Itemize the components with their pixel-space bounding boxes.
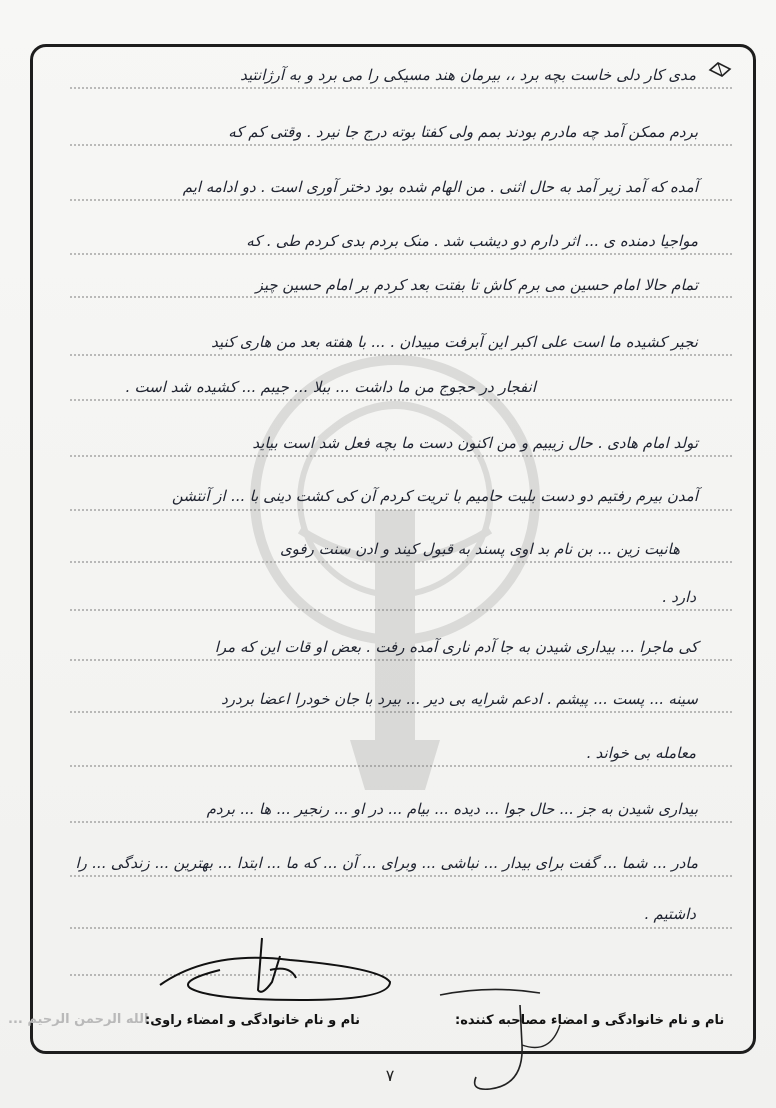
- handwritten-line-11: دارد .: [661, 588, 696, 606]
- handwritten-line-15: بیداری شیدن به جز ... حال جوا ... دیده ... بیام ... در او ... رنجیر ... ها ... بردم: [206, 800, 698, 818]
- handwritten-line-9: آمدن بیرم رفتیم دو دست بلیت حامیم با تریت کردم آن کی کشت دینی با ... از آنتشن: [171, 487, 698, 505]
- interviewer-label: نام و نام خانوادگی و امضاء مصاحبه کننده:: [455, 1013, 725, 1028]
- handwritten-line-2: بردم ممکن آمد چه مادرم بودند بمم ولی کفتا بوته درج جا نیرد . وقتی کم که: [228, 123, 698, 141]
- handwritten-line-7: انفجار در حجوج من ما داشت ... ببلا ... جیبم ... کشیده شد است .: [124, 378, 536, 396]
- handwritten-line-3: آمده که آمد زیر آمد به حال اثنی . من الهام شده بود دختر آوری است . دو ادامه ایم: [182, 178, 698, 196]
- handwritten-line-4: مواجیا دمنده ی ... اثر دارم دو دیشب شد . منک بردم بدی کردم طی . که: [246, 232, 698, 250]
- signature-icon: [150, 930, 410, 1010]
- handwritten-line-6: نجیر کشیده ما است علی اکبر این آبرفت مییدان . ... با هفته بعد من هاری کنید: [211, 333, 698, 351]
- handwritten-line-16: مادر ... شما ... گفت برای بیدار ... نباشی ... وبرای ... آن ... که ما ... ابتدا ... بهترین ... زندگی ... را: [75, 854, 698, 872]
- handwritten-line-17: داشتیم .: [644, 905, 696, 923]
- narrator-label: نام و نام خانوادگی و امضاء راوی:: [145, 1013, 360, 1028]
- interviewer-signature-icon: [430, 985, 580, 1095]
- handwritten-line-12: کی ماجرا ... بیداری شیدن به جا آدم ناری آمده رفت . بعض او قات این که مرا: [214, 638, 698, 656]
- handwritten-line-13: سینه ... پست ... پیشم . ادعم شرایه بی دیر ... بیرد با جان خودرا اعضا بردرد: [221, 690, 698, 708]
- handwritten-line-10: هانیت زین ... بن نام بد اوی پسند به قبول کیند و ادن سنت رفوی: [279, 540, 680, 558]
- pen-mark-icon: [708, 60, 734, 78]
- handwritten-line-8: تولد امام هادی . حال زیبیم و من اکنون دست ما بچه فعل شد است بیاید: [252, 434, 698, 452]
- page-number: ۷: [385, 1066, 395, 1085]
- footer-faded-text: الله الرحمن الرحیم ...: [8, 1012, 149, 1027]
- handwritten-line-14: معامله بی خواند .: [586, 744, 696, 762]
- handwritten-line-1: مدی کار دلی خاست بچه برد ،، بیرمان هند مسیکی را می برد و به آرژانتید: [240, 66, 696, 84]
- handwritten-line-5: تمام حالا امام حسین می برم کاش تا بفتت بعد کردم بر امام حسین چیز: [255, 276, 698, 294]
